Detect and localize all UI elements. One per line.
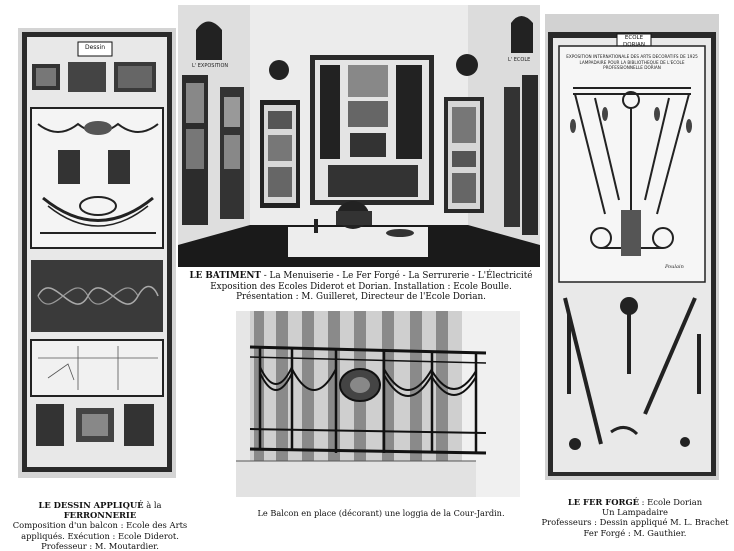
caption-fer-forge-heading: LE FER FORGÉ: [567, 497, 639, 507]
caption-fer-forge-school: : Ecole Dorian: [639, 497, 703, 507]
caption-fer-forge-line4: Fer Forgé : M. Gauthier.: [583, 527, 687, 538]
caption-fer-forge-line2: Un Lampadaire: [602, 507, 668, 518]
room-right-sign: L' ECOLE: [508, 57, 531, 63]
center-bottom-photo: [236, 311, 520, 497]
caption-dessin-line2: Composition d'un balcon : Ecole des Arts: [12, 520, 188, 531]
caption-batiment-subjects: - La Menuiserie - Le Fer Forgé - La Serrurerie - L'Électricité: [260, 271, 533, 281]
right-panel-sign: [617, 35, 651, 49]
right-photo: [545, 14, 719, 480]
caption-batiment-line1: [186, 271, 536, 282]
caption-dessin-line1: [2, 500, 198, 520]
lampadaire-illustration: [545, 14, 719, 480]
caption-fer-forge-line1: [540, 497, 730, 507]
room-left-sign: L' EXPOSITION: [192, 63, 229, 69]
left-photo: [18, 28, 176, 478]
caption-fer-forge: [540, 497, 730, 538]
left-panel-illustration: [18, 28, 176, 478]
right-panel-sign-line2: DORIAN: [623, 42, 645, 48]
right-panel-sign-line1: ECOLE: [624, 35, 644, 41]
caption-dessin-connector: à la: [143, 500, 162, 510]
center-top-photo: [178, 5, 540, 267]
caption-balcon: Le Balcon en place (décorant) une loggia de la Cour-Jardin.: [257, 508, 505, 518]
drawing-title: [563, 54, 701, 71]
caption-batiment: [186, 271, 536, 303]
caption-batiment-line3: Présentation : M. Guilleret, Directeur de l'Ecole Dorian.: [236, 292, 486, 303]
drawing-title-line2: LAMPADAIRE POUR LA BIBLIOTHEQUE DE L'ECOLE PROFESSIONNELLE DORIAN: [579, 59, 685, 71]
left-panel-sign: Dessin: [84, 44, 106, 51]
caption-dessin-line4: Professeur : M. Moutardier.: [41, 540, 159, 551]
caption-dessin-line3: appliqués. Exécution : Ecole Diderot.: [21, 530, 179, 541]
drawing-signature: Poulain: [665, 264, 684, 270]
caption-batiment-line2: Exposition des Ecoles Diderot et Dorian. Installation : Ecole Boulle.: [210, 281, 512, 292]
caption-dessin: [2, 500, 198, 551]
drawing-title-line1: EXPOSITION INTERNATIONALE DES ARTS DECORATIFS DE 1925: [566, 54, 698, 59]
caption-dessin-heading: LE DESSIN APPLIQUÉ: [38, 500, 144, 510]
caption-batiment-heading: LE BATIMENT: [189, 271, 261, 281]
caption-dessin-heading2: FERRONNERIE: [63, 510, 137, 521]
exhibition-room-illustration: [178, 5, 540, 267]
balcony-illustration: [236, 311, 520, 497]
caption-fer-forge-line3: Professeurs : Dessin appliqué M. L. Brachet: [541, 517, 729, 528]
